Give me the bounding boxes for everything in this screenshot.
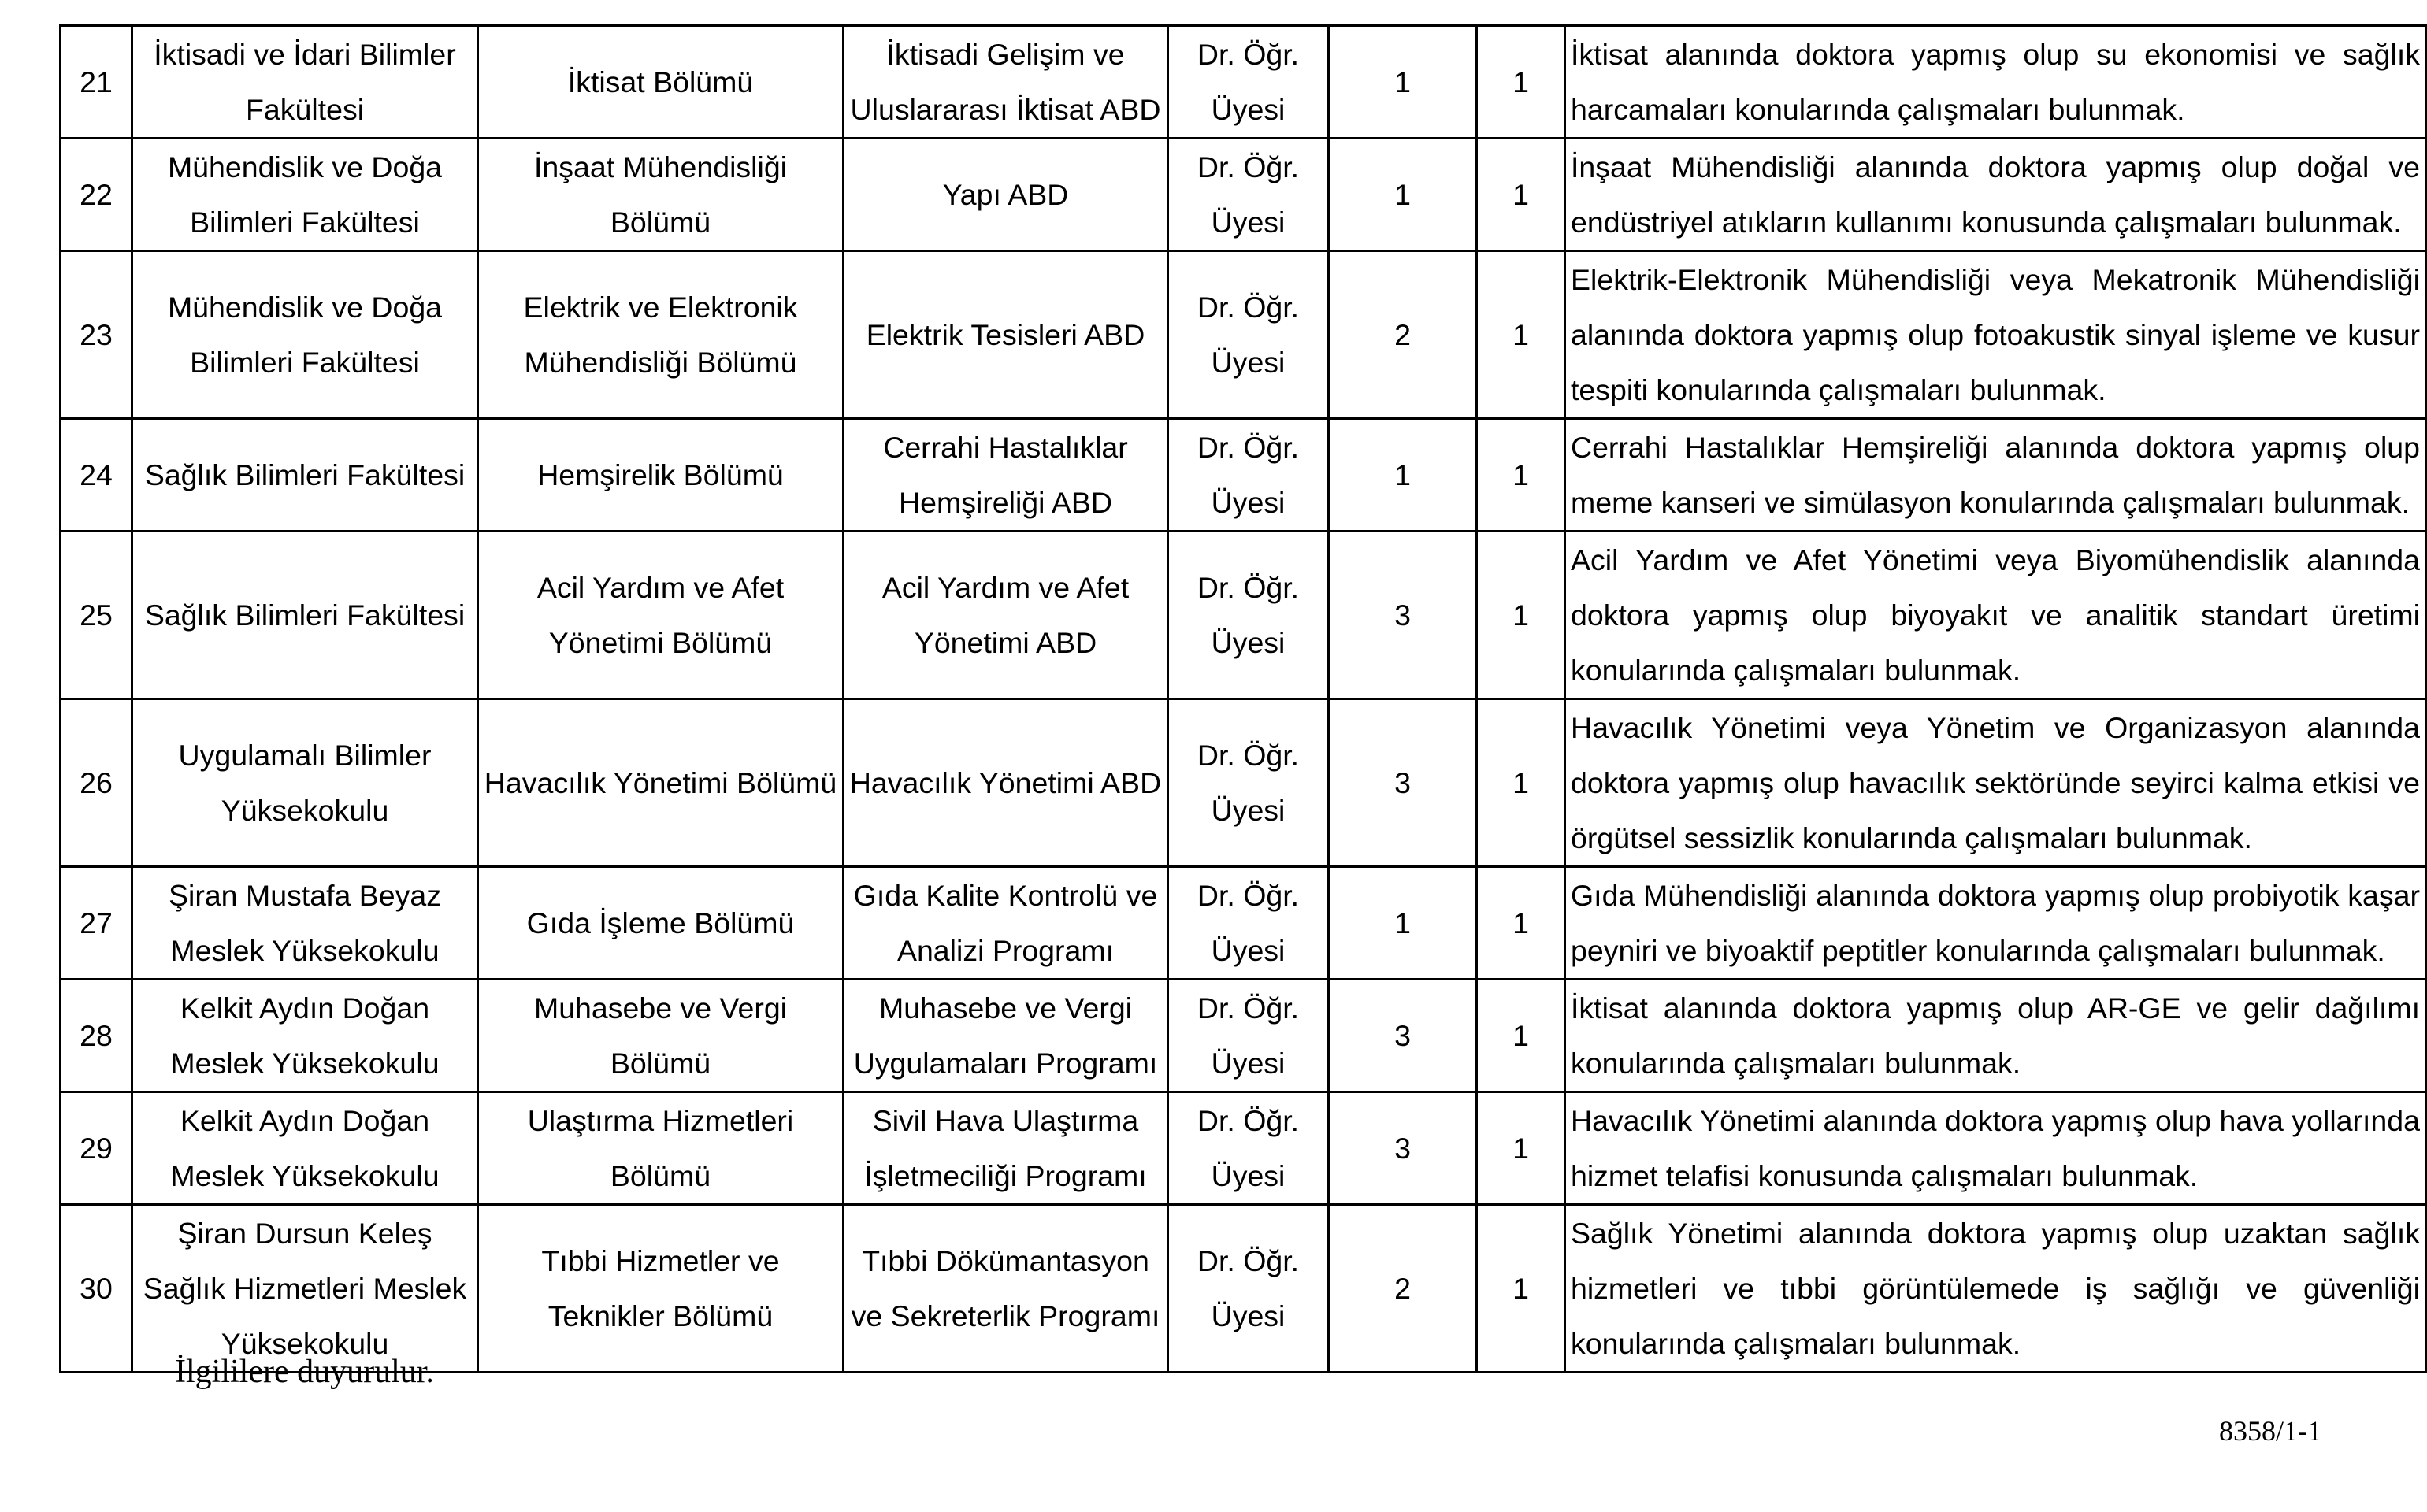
cell-program: Elektrik Tesisleri ABD [844,251,1168,419]
cell-program: İktisadi Gelişim ve Uluslararası İktisat ABD [844,26,1168,139]
cell-title: Dr. Öğr. Üyesi [1168,1205,1329,1373]
cell-department: Gıda İşleme Bölümü [478,867,844,980]
table-row [61,26,2426,139]
cell-degree: 1 [1329,139,1477,251]
cell-title: Dr. Öğr. Üyesi [1168,699,1329,867]
document-reference: 8358/1-1 [2219,1415,2321,1447]
cell-row-number: 23 [61,251,132,419]
cell-title: Dr. Öğr. Üyesi [1168,419,1329,532]
cell-row-number: 25 [61,532,132,699]
cell-count: 1 [1477,532,1565,699]
cell-row-number: 28 [61,980,132,1092]
table-row [61,1092,2426,1205]
cell-degree: 3 [1329,980,1477,1092]
cell-unit: Şiran Mustafa Beyaz Meslek Yüksekokulu [132,867,478,980]
table-row [61,699,2426,867]
cell-unit: Sağlık Bilimleri Fakültesi [132,419,478,532]
cell-count: 1 [1477,867,1565,980]
cell-program: Sivil Hava Ulaştırma İşletmeciliği Programı [844,1092,1168,1205]
cell-program: Havacılık Yönetimi ABD [844,699,1168,867]
table-row [61,419,2426,532]
cell-count: 1 [1477,1092,1565,1205]
cell-row-number: 30 [61,1205,132,1373]
cell-requirement: Havacılık Yönetimi veya Yönetim ve Organizasyon alanında doktora yapmış olup havacılık sektöründe seyirci kalma etkisi ve örgütsel sessizlik konularında çalışmaları bulunmak. [1565,699,2426,867]
table-row [61,251,2426,419]
cell-unit: İktisadi ve İdari Bilimler Fakültesi [132,26,478,139]
cell-department: Elektrik ve Elektronik Mühendisliği Bölümü [478,251,844,419]
cell-requirement: Havacılık Yönetimi alanında doktora yapmış olup hava yollarında hizmet telafisi konusunda çalışmaları bulunmak. [1565,1092,2426,1205]
cell-department: Acil Yardım ve Afet Yönetimi Bölümü [478,532,844,699]
cell-unit: Şiran Dursun Keleş Sağlık Hizmetleri Meslek Yüksekokulu [132,1205,478,1373]
cell-unit: Mühendislik ve Doğa Bilimleri Fakültesi [132,251,478,419]
cell-count: 1 [1477,1205,1565,1373]
cell-unit: Mühendislik ve Doğa Bilimleri Fakültesi [132,139,478,251]
cell-requirement: Gıda Mühendisliği alanında doktora yapmış olup probiyotik kaşar peyniri ve biyoaktif peptitler konularında çalışmaları bulunmak. [1565,867,2426,980]
announcement-note: İlgililere duyurulur. [175,1354,434,1390]
cell-degree: 3 [1329,1092,1477,1205]
cell-row-number: 24 [61,419,132,532]
table-row [61,1205,2426,1373]
cell-unit: Uygulamalı Bilimler Yüksekokulu [132,699,478,867]
cell-title: Dr. Öğr. Üyesi [1168,251,1329,419]
table-body [61,26,2426,1373]
cell-degree: 1 [1329,26,1477,139]
cell-degree: 1 [1329,867,1477,980]
cell-program: Acil Yardım ve Afet Yönetimi ABD [844,532,1168,699]
cell-program: Gıda Kalite Kontrolü ve Analizi Programı [844,867,1168,980]
cell-row-number: 27 [61,867,132,980]
positions-table [59,24,2427,1373]
cell-program: Cerrahi Hastalıklar Hemşireliği ABD [844,419,1168,532]
cell-title: Dr. Öğr. Üyesi [1168,980,1329,1092]
cell-count: 1 [1477,699,1565,867]
cell-requirement: Elektrik-Elektronik Mühendisliği veya Mekatronik Mühendisliği alanında doktora yapmış olup fotoakustik sinyal işleme ve kusur tespiti konularında çalışmaları bulunmak. [1565,251,2426,419]
table-row [61,139,2426,251]
cell-count: 1 [1477,251,1565,419]
cell-program: Muhasebe ve Vergi Uygulamaları Programı [844,980,1168,1092]
cell-degree: 3 [1329,532,1477,699]
table-row [61,532,2426,699]
cell-department: Hemşirelik Bölümü [478,419,844,532]
cell-degree: 1 [1329,419,1477,532]
cell-requirement: İktisat alanında doktora yapmış olup AR-GE ve gelir dağılımı konularında çalışmaları bulunmak. [1565,980,2426,1092]
cell-row-number: 21 [61,26,132,139]
cell-degree: 2 [1329,1205,1477,1373]
cell-unit: Sağlık Bilimleri Fakültesi [132,532,478,699]
cell-department: Muhasebe ve Vergi Bölümü [478,980,844,1092]
cell-title: Dr. Öğr. Üyesi [1168,867,1329,980]
cell-count: 1 [1477,980,1565,1092]
table-row [61,867,2426,980]
cell-title: Dr. Öğr. Üyesi [1168,26,1329,139]
cell-count: 1 [1477,139,1565,251]
table-row [61,980,2426,1092]
cell-title: Dr. Öğr. Üyesi [1168,532,1329,699]
cell-department: İktisat Bölümü [478,26,844,139]
cell-program: Yapı ABD [844,139,1168,251]
cell-unit: Kelkit Aydın Doğan Meslek Yüksekokulu [132,1092,478,1205]
cell-row-number: 22 [61,139,132,251]
cell-department: Ulaştırma Hizmetleri Bölümü [478,1092,844,1205]
cell-department: Tıbbi Hizmetler ve Teknikler Bölümü [478,1205,844,1373]
cell-title: Dr. Öğr. Üyesi [1168,1092,1329,1205]
cell-title: Dr. Öğr. Üyesi [1168,139,1329,251]
cell-degree: 2 [1329,251,1477,419]
cell-row-number: 26 [61,699,132,867]
cell-department: İnşaat Mühendisliği Bölümü [478,139,844,251]
cell-requirement: Cerrahi Hastalıklar Hemşireliği alanında doktora yapmış olup meme kanseri ve simülasyon konularında çalışmaları bulunmak. [1565,419,2426,532]
cell-unit: Kelkit Aydın Doğan Meslek Yüksekokulu [132,980,478,1092]
cell-degree: 3 [1329,699,1477,867]
cell-requirement: Sağlık Yönetimi alanında doktora yapmış olup uzaktan sağlık hizmetleri ve tıbbi görüntülemede iş sağlığı ve güvenliği konularında çalışmaları bulunmak. [1565,1205,2426,1373]
cell-count: 1 [1477,419,1565,532]
cell-row-number: 29 [61,1092,132,1205]
cell-department: Havacılık Yönetimi Bölümü [478,699,844,867]
cell-requirement: İktisat alanında doktora yapmış olup su ekonomisi ve sağlık harcamaları konularında çalışmaları bulunmak. [1565,26,2426,139]
cell-requirement: İnşaat Mühendisliği alanında doktora yapmış olup doğal ve endüstriyel atıkların kullanımı konusunda çalışmaları bulunmak. [1565,139,2426,251]
cell-program: Tıbbi Dökümantasyon ve Sekreterlik Programı [844,1205,1168,1373]
cell-count: 1 [1477,26,1565,139]
cell-requirement: Acil Yardım ve Afet Yönetimi veya Biyomühendislik alanında doktora yapmış olup biyoyakıt ve analitik standart üretimi konularında çalışmaları bulunmak. [1565,532,2426,699]
